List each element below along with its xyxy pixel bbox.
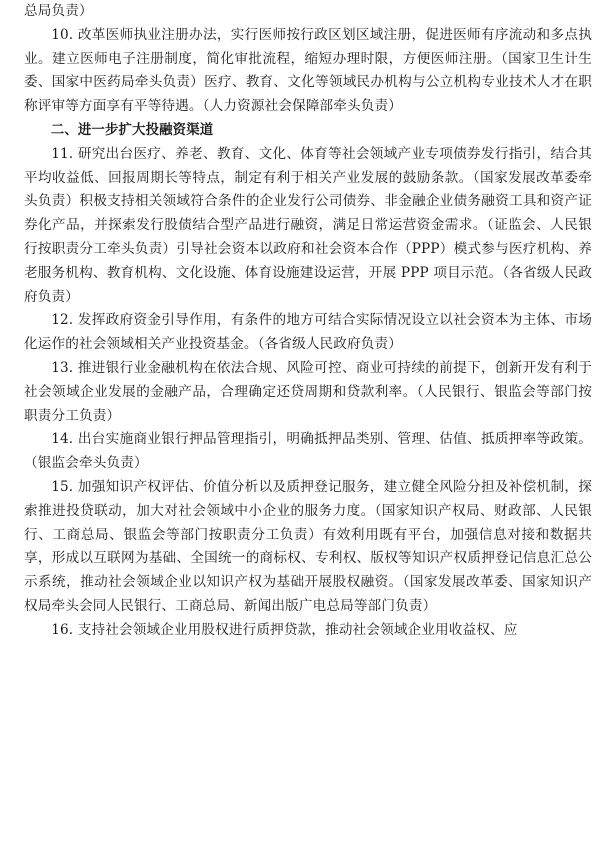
paragraph-item-16: 16. 支持社会领域企业用股权进行质押贷款，推动社会领域企业用收益权、应 <box>51 621 518 638</box>
paragraph-item-11: 11. 研究出台医疗、养老、教育、文化、体育等社会领域产业专项债券发行指引，结合其平均收益低、回报周期长等特点，制定有利于相关产业发展的鼓励条款。（国家发展改革委牵头负责）积极支持相关领域符合条件的企业发行公司债券、非金融企业债务融资工具和资产证券化产品，并探索发行股债结合型产品进行融资，满足日常运营资金需求。（证监会、人民银行按职责分工牵头负责）引导社会资本以政府和社会资本合作（PPP）模式参与医疗机构、养老服务机构、教育机构、文化设施、体育设施建设运营，开展 PPP 项目示范。（各省级人民政府负责） <box>24 145 592 305</box>
paragraph-item-15: 15. 加强知识产权评估、价值分析以及质押登记服务，建立健全风险分担及补偿机制，探索推进投贷联动，加大对社会领域中小企业的服务力度。（国家知识产权局、财政部、人民银行、工商总局、银监会等部门按职责分工负责）有效利用既有平台，加强信息对接和数据共享，形成以互联网为基础、全国统一的商标权、专利权、版权等知识产权质押登记信息汇总公示系统，推动社会领域企业以知识产权为基础开展股权融资。（国家发展改革委、国家知识产权局牵头会同人民银行、工商总局、新闻出版广电总局等部门负责） <box>24 478 592 614</box>
section-heading: 二、进一步扩大投融资渠道 <box>50 122 214 138</box>
paragraph-item-14: 14. 出台实施商业银行押品管理指引，明确抵押品类别、管理、估值、抵质押率等政策。（银监会牵头负责） <box>24 431 592 472</box>
paragraph-item-10: 10. 改革医师执业注册办法，实行医师按行政区划区域注册，促进医师有序流动和多点执业。建立医师电子注册制度，简化审批流程，缩短办理时限，方便医师注册。（国家卫生计生委、国家中医药局牵头负责）医疗、教育、文化等领域民办机构与公立机构专业技术人才在职称评审等方面享有平等待遇。（人力资源社会保障部牵头负责） <box>24 26 592 115</box>
paragraph-continuation: 总局负责） <box>24 3 93 19</box>
paragraph-item-13: 13. 推进银行业金融机构在依法合规、风险可控、商业可持续的前提下，创新开发有利于社会领域企业发展的金融产品，合理确定还贷周期和贷款利率。（人民银行、银监会等部门按职责分工负责） <box>24 359 592 424</box>
document-page <box>24 0 592 643</box>
paragraph-item-12: 12. 发挥政府资金引导作用，有条件的地方可结合实际情况设立以社会资本为主体、市场化运作的社会领域相关产业投资基金。（各省级人民政府负责） <box>24 312 592 353</box>
